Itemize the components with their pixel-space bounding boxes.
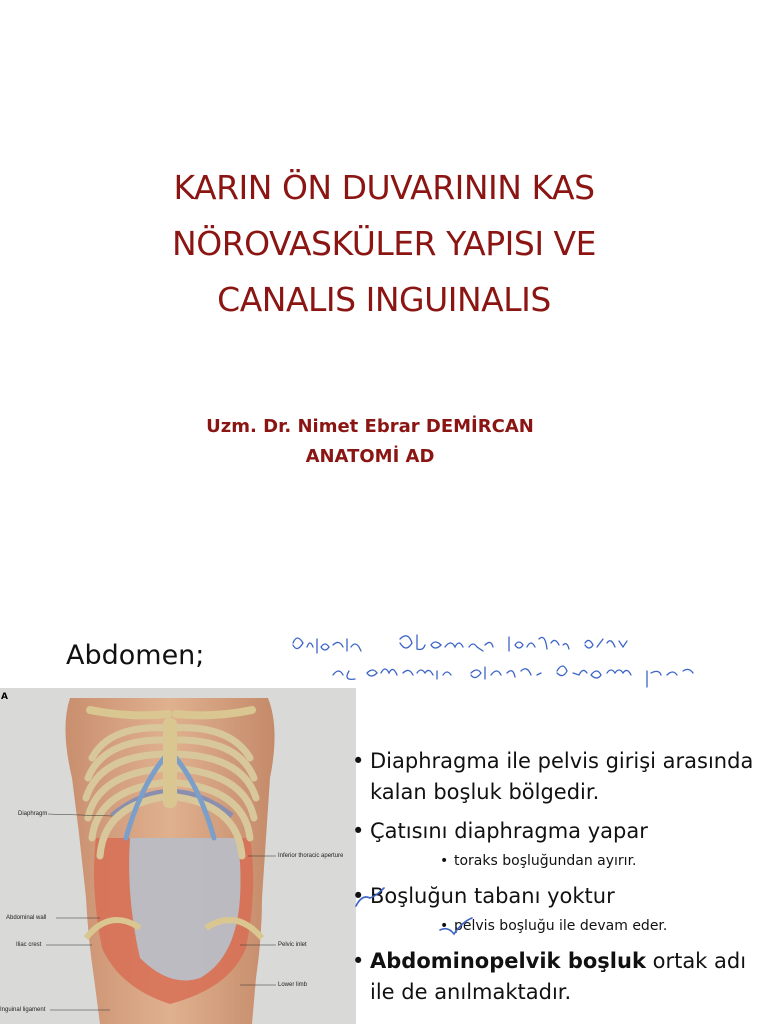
label-lower-limb: Lower limb bbox=[278, 982, 308, 988]
title-line-2: NÖROVASKÜLER YAPISI VE bbox=[172, 224, 596, 263]
bullet-dot: • bbox=[352, 949, 365, 973]
figure-letter: A bbox=[1, 692, 8, 702]
bullet-text-1: Diaphragma ile pelvis girişi arasında kalan boşluk bölgedir. bbox=[370, 749, 754, 804]
bullet-dot: • bbox=[440, 853, 449, 869]
handwritten-annotation bbox=[285, 625, 745, 695]
author-block bbox=[140, 412, 600, 472]
label-aperture: Inferior thoracic aperture bbox=[278, 853, 344, 859]
bullet-item bbox=[350, 746, 764, 808]
sub-bullet-item bbox=[350, 912, 764, 940]
label-inguinal-ligament: Inguinal ligament bbox=[0, 1007, 46, 1013]
author-name: Uzm. Dr. Nimet Ebrar DEMİRCAN bbox=[206, 416, 534, 437]
title-line-1: KARIN ÖN DUVARININ KAS bbox=[173, 168, 595, 207]
title-line-3: CANALIS INGUINALIS bbox=[217, 280, 551, 319]
sub-bullet-text-3: pelvis boşluğu ile devam eder. bbox=[454, 918, 668, 934]
label-diaphragm: Diaphragm bbox=[18, 811, 48, 817]
author-department: ANATOMİ AD bbox=[305, 446, 435, 467]
bullet-item bbox=[350, 881, 764, 912]
sub-bullet-text-2: toraks boşluğundan ayırır. bbox=[454, 853, 637, 869]
label-pelvic-inlet: Pelvic inlet bbox=[278, 942, 307, 948]
bullet-item bbox=[350, 946, 764, 1008]
bullet-dot: • bbox=[352, 819, 365, 843]
bullet-dot: • bbox=[352, 884, 365, 908]
label-abdominal-wall: Abdominal wall bbox=[6, 915, 47, 921]
slide-title bbox=[0, 160, 768, 328]
content-slide bbox=[0, 600, 768, 1024]
sub-bullet-item bbox=[350, 847, 764, 875]
bullet-text-2: Çatısını diaphragma yapar bbox=[370, 819, 648, 843]
bullet-text-3: Boşluğun tabanı yoktur bbox=[370, 884, 615, 908]
anatomy-figure bbox=[0, 688, 356, 1024]
label-iliac-crest: Iliac crest bbox=[16, 942, 42, 948]
bullet-dot: • bbox=[440, 918, 449, 934]
bullet-text-4-rest: ortak adı ile de anılmaktadır. bbox=[370, 949, 747, 1004]
bullet-dot: • bbox=[352, 749, 365, 773]
slide-heading: Abdomen; bbox=[66, 640, 205, 671]
bullet-text-4-bold: Abdominopelvik boşluk bbox=[370, 949, 646, 973]
bullet-list bbox=[350, 746, 764, 1008]
bullet-item bbox=[350, 816, 764, 847]
